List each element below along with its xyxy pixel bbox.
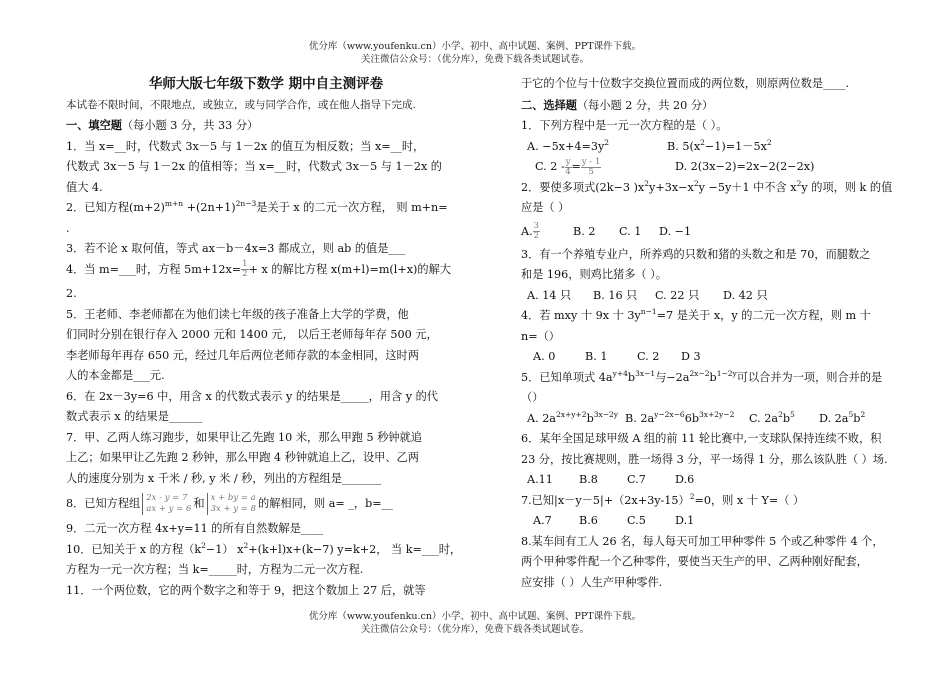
question-text: 7．甲、乙两人练习跑步，如果甲让乙先跑 10 米，那么甲跑 5 秒钟就追 bbox=[66, 430, 422, 444]
option-a bbox=[521, 409, 625, 430]
exponent: 5 bbox=[790, 409, 795, 419]
numerator: y bbox=[565, 156, 571, 167]
option-d: D 3 bbox=[681, 350, 701, 363]
text: B. 2a bbox=[625, 411, 655, 425]
option-d: D. 42 只 bbox=[723, 288, 768, 302]
text: y −5y＋1 中不含 x bbox=[698, 180, 797, 194]
question-text: 5．王老师、李老师都在为他们读七年级的孩子准备上大学的学费，他 bbox=[66, 307, 409, 321]
text: −1） x bbox=[205, 542, 244, 556]
question-text: 6．在 2x－3y=6 中，用含 x 的代数式表示 y 的结果是_____，用含 y 的代 bbox=[66, 389, 438, 403]
choice-question-1 bbox=[521, 116, 921, 178]
question-text: 应安排（ ）人生产甲种零件. bbox=[521, 575, 663, 589]
choice-question-4 bbox=[521, 306, 921, 368]
question-text: 人的速度分别为 x 千米 / 秒, y 米 / 秒，列出的方程组是_______ bbox=[66, 471, 382, 485]
question-text bbox=[521, 491, 921, 512]
option-row bbox=[521, 470, 921, 491]
numerator: y - 1 bbox=[581, 156, 601, 167]
text: −1)=1－5x bbox=[704, 139, 767, 153]
option-row bbox=[521, 286, 921, 307]
option-c: C. 1 bbox=[619, 224, 642, 238]
choice-question-8 bbox=[521, 532, 921, 594]
text: 6b bbox=[684, 411, 699, 425]
question-text: 上乙；如果甲让乙先跑 2 秒钟，那么甲跑 4 秒钟就追上乙，设甲、乙两 bbox=[66, 451, 419, 464]
header-line-2: 关注微信公众号：（优分库），免费下载各类试题试卷。 bbox=[360, 54, 589, 65]
equation-row: ax + y = 6 bbox=[146, 504, 192, 514]
text: b bbox=[853, 411, 861, 425]
question-text bbox=[66, 540, 466, 561]
text: +(k+l)x+(k−7) y=k+2， 当 k=___时， bbox=[248, 542, 462, 556]
footer-line-1: 优分库（www.youfenku.cn）小学、初中、高中试题、案例、PPT课件下载。 bbox=[308, 611, 642, 622]
question-4 bbox=[66, 260, 466, 305]
text: = bbox=[571, 160, 581, 173]
exponent: 2 bbox=[796, 178, 802, 188]
option-c: C. 2 bbox=[637, 350, 660, 363]
text: 可以合并为一项，则合并的是 bbox=[736, 370, 883, 384]
option-a: A. 14 只 bbox=[527, 288, 572, 302]
text: A. 2a bbox=[527, 411, 556, 425]
question-text: 方程为一元一次方程；当 k=_____时，方程为二元一次方程. bbox=[66, 563, 364, 576]
exponent: 2 bbox=[693, 178, 699, 188]
option-row bbox=[521, 347, 921, 368]
question-text: 两个甲种零件配一个乙种零件，要使当天生产的甲、乙两种刚好配套， bbox=[521, 555, 868, 568]
text: A. bbox=[521, 224, 533, 238]
exponent: 3x−1 bbox=[635, 368, 656, 378]
page-header bbox=[0, 40, 950, 66]
question-text: 2. bbox=[66, 287, 77, 300]
denominator: 5 bbox=[588, 166, 594, 177]
denominator: 2 bbox=[242, 269, 248, 279]
denominator: 2 bbox=[533, 231, 540, 241]
question-text: 们同时分别在银行存入 2000 元和 1400 元， 以后王老师每年存 500 元， bbox=[66, 328, 438, 341]
option-a bbox=[521, 219, 573, 245]
choice-question-7 bbox=[521, 491, 921, 532]
option-b: B. 1 bbox=[585, 350, 608, 363]
exponent: 2 bbox=[243, 540, 249, 550]
text: A. −5x+4=3y bbox=[527, 139, 605, 153]
text: 2．要使多项式(2k−3 )x bbox=[521, 180, 645, 194]
exam-title: 华师大版七年级下数学 期中自主测评卷 bbox=[148, 76, 384, 92]
text: 2．已知方程(m+2) bbox=[66, 201, 165, 214]
exponent: 1−2y bbox=[716, 368, 737, 378]
exponent: 2 bbox=[644, 178, 650, 188]
question-1 bbox=[66, 137, 466, 199]
section-1-heading bbox=[66, 115, 466, 137]
option-a bbox=[521, 137, 667, 158]
question-text: 人的本金都是___元. bbox=[66, 369, 165, 382]
exponent: 2 bbox=[604, 137, 610, 147]
option-b: B.6 bbox=[579, 514, 598, 527]
section-1-meta: （每小题 3 分，共 33 分） bbox=[121, 119, 259, 132]
question-text bbox=[521, 368, 921, 389]
option-row bbox=[521, 409, 921, 430]
left-column bbox=[66, 74, 466, 601]
text: =7 是关于 x，y 的二元一次方程，则 m 十 bbox=[656, 309, 871, 322]
question-text: . bbox=[66, 221, 70, 235]
fraction bbox=[533, 222, 540, 241]
equation-system-2 bbox=[207, 493, 256, 515]
option-c: C.5 bbox=[627, 514, 646, 527]
question-text bbox=[521, 306, 921, 327]
question-8 bbox=[66, 489, 466, 519]
text: y 的项，则 k 的值 bbox=[801, 180, 893, 194]
exponent: 3x−2y bbox=[593, 409, 619, 419]
numerator: 1 bbox=[242, 259, 248, 269]
exponent: y+4 bbox=[612, 368, 628, 378]
question-text: 值大 4. bbox=[66, 180, 103, 194]
page-footer bbox=[0, 610, 950, 636]
option-b bbox=[667, 137, 772, 158]
question-text: 1．下列方程中是一元一次方程的是（ ）。 bbox=[521, 119, 728, 132]
option-a: A.7 bbox=[533, 514, 552, 527]
text: 5．已知单项式 4a bbox=[521, 370, 613, 384]
option-d: D. −1 bbox=[659, 224, 692, 238]
option-row bbox=[521, 157, 921, 178]
option-a: A. 0 bbox=[533, 350, 556, 363]
text: +(2n+1) bbox=[186, 201, 236, 214]
option-row bbox=[521, 219, 921, 245]
exponent: 2 bbox=[201, 540, 206, 550]
text: 4．当 m=___时，方程 5m+12x= bbox=[66, 262, 242, 276]
option-c: C. 22 只 bbox=[655, 288, 700, 302]
text: 7.已知|x－y－5|+（2x+3y-15） bbox=[521, 493, 690, 507]
question-text: 李老师每年再存 650 元，经过几年后两位老师存款的本金相同，这时两 bbox=[66, 348, 419, 362]
text: + x 的解比方程 x(m+l)=m(l+x)的解大 bbox=[248, 262, 451, 276]
section-2-meta: （每小题 2 分，共 20 分） bbox=[576, 98, 714, 112]
option-d bbox=[819, 409, 865, 430]
choice-question-3 bbox=[521, 245, 921, 307]
option-d: D. 2(3x−2)=2x−2(2−2x) bbox=[675, 160, 815, 173]
footer-line-2: 关注微信公众号：（优分库），免费下载各类试题试卷。 bbox=[360, 624, 589, 635]
numerator: 3 bbox=[533, 221, 540, 231]
question-2 bbox=[66, 198, 466, 239]
section-2-heading bbox=[521, 95, 921, 117]
section-2-title: 二、选择题 bbox=[521, 97, 577, 112]
question-11: 11．一个两位数，它的两个数字之和等于 9，把这个数加上 27 后，就等 bbox=[66, 583, 426, 597]
question-text: 代数式 3x－5 与 1－2x 的值相等；当 x=__时，代数式 3x－5 与 1－2x 的 bbox=[66, 160, 442, 173]
exam-instructions: 本试卷不限时间，不限地点，或独立，或与同学合作，或在他人指导下完成. bbox=[66, 98, 416, 111]
equation-row: 3x + y = 8 bbox=[210, 504, 257, 514]
question-10 bbox=[66, 540, 466, 581]
exponent: 2x+y+2 bbox=[555, 409, 587, 419]
text: 的解相同，则 a= _，b=__ bbox=[258, 497, 393, 510]
equation-system-1 bbox=[142, 493, 191, 515]
question-text bbox=[66, 198, 466, 219]
text: 10．已知关于 x 的方程（k bbox=[66, 542, 202, 556]
option-row bbox=[521, 511, 921, 532]
text: C. 2a bbox=[749, 411, 779, 425]
exponent: 5 bbox=[848, 409, 854, 419]
fraction bbox=[581, 158, 602, 177]
question-text: 8.某车间有工人 26 名，每人每天可加工甲种零件 5 个或乙种零件 4 个， bbox=[521, 534, 884, 548]
text: b bbox=[709, 370, 717, 384]
text: B. 5(x bbox=[667, 139, 701, 153]
question-5 bbox=[66, 305, 466, 387]
question-11-continued: 于它的个位与十位数字交换位置而成的两位数，则原两位数是____. bbox=[521, 77, 849, 90]
question-7 bbox=[66, 428, 466, 490]
option-c bbox=[749, 409, 819, 430]
text: b bbox=[627, 370, 636, 384]
exponent: y−2x−6 bbox=[654, 409, 685, 419]
choice-question-6 bbox=[521, 429, 921, 491]
option-row bbox=[521, 137, 921, 158]
question-text: （） bbox=[521, 391, 544, 404]
exponent: 2 bbox=[689, 491, 695, 501]
exponent: 2x−2 bbox=[689, 368, 710, 378]
text: 是关于 x 的二元一次方程， 则 m+n= bbox=[256, 201, 448, 214]
question-text: 23 分，按比赛规则，胜一场得 3 分，平一场得 1 分，那么该队胜（ ）场. bbox=[521, 452, 888, 466]
header-line-1: 优分库（www.youfenku.cn）小学、初中、高中试题、案例、PPT课件下载。 bbox=[308, 41, 642, 52]
fraction bbox=[241, 260, 248, 279]
option-c: C.7 bbox=[627, 473, 646, 486]
option-b bbox=[625, 409, 749, 430]
exponent: n−1 bbox=[640, 307, 657, 316]
exponent: 2 bbox=[778, 409, 783, 419]
exponent: 2 bbox=[766, 137, 772, 147]
question-text bbox=[66, 260, 466, 281]
text: 8．已知方程组 bbox=[66, 497, 141, 510]
option-b: B. 16 只 bbox=[593, 288, 638, 302]
exponent: m+n bbox=[164, 199, 184, 208]
question-3: 3．若不论 x 取何值，等式 ax－b－4x=3 都成立，则 ab 的值是___ bbox=[66, 242, 406, 255]
text: 4．若 mxy 十 9x 十 3y bbox=[521, 309, 641, 322]
right-column bbox=[521, 74, 921, 593]
equation-row: 2x - y = 7 bbox=[146, 493, 188, 503]
choice-question-5 bbox=[521, 368, 921, 430]
option-b: B. 2 bbox=[573, 224, 596, 238]
question-text: 3．有一个养殖专业户，所养鸡的只数和猪的头数之和是 70，而腿数之 bbox=[521, 247, 871, 261]
question-text: n=（） bbox=[521, 329, 560, 343]
choice-question-2 bbox=[521, 178, 921, 245]
question-9: 9．二元一次方程 4x+y=11 的所有自然数解是____ bbox=[66, 522, 324, 535]
text: C. 2 - bbox=[535, 160, 565, 173]
text: b bbox=[586, 411, 594, 425]
equation-row: x + by = a bbox=[210, 493, 256, 503]
question-text bbox=[521, 178, 921, 199]
option-d: D.6 bbox=[675, 473, 695, 486]
option-d: D.1 bbox=[675, 514, 695, 527]
question-text: 6．某年全国足球甲级 A 组的前 11 轮比赛中,一支球队保持连续不败，积 bbox=[521, 432, 882, 445]
option-a: A.11 bbox=[527, 473, 553, 486]
text: b bbox=[782, 411, 791, 425]
fraction bbox=[565, 158, 572, 177]
text: y+3x−x bbox=[649, 180, 694, 194]
exponent: 2 bbox=[860, 409, 866, 419]
question-text: 和是 196，则鸡比猪多（ ）。 bbox=[521, 268, 667, 281]
denominator: 4 bbox=[565, 166, 571, 177]
option-c bbox=[521, 157, 675, 178]
exponent: 3x+2y−2 bbox=[699, 409, 735, 419]
text: 与−2a bbox=[655, 370, 690, 384]
exponent: 2 bbox=[700, 137, 705, 147]
option-b: B.8 bbox=[579, 473, 598, 486]
section-1-title: 一、填空题 bbox=[66, 118, 122, 132]
question-6 bbox=[66, 387, 466, 428]
question-text: 应是（ ） bbox=[521, 201, 570, 214]
question-text: 1．当 x=__时，代数式 3x－5 与 1－2x 的值互为相反数；当 x=__时， bbox=[66, 139, 425, 153]
text: 和 bbox=[193, 497, 205, 510]
question-text: 数式表示 x 的结果是______ bbox=[66, 410, 203, 423]
text: =0，则 x 十 Y=（ ） bbox=[694, 493, 805, 507]
text: D. 2a bbox=[819, 411, 849, 425]
exponent: 2n−3 bbox=[235, 199, 257, 208]
